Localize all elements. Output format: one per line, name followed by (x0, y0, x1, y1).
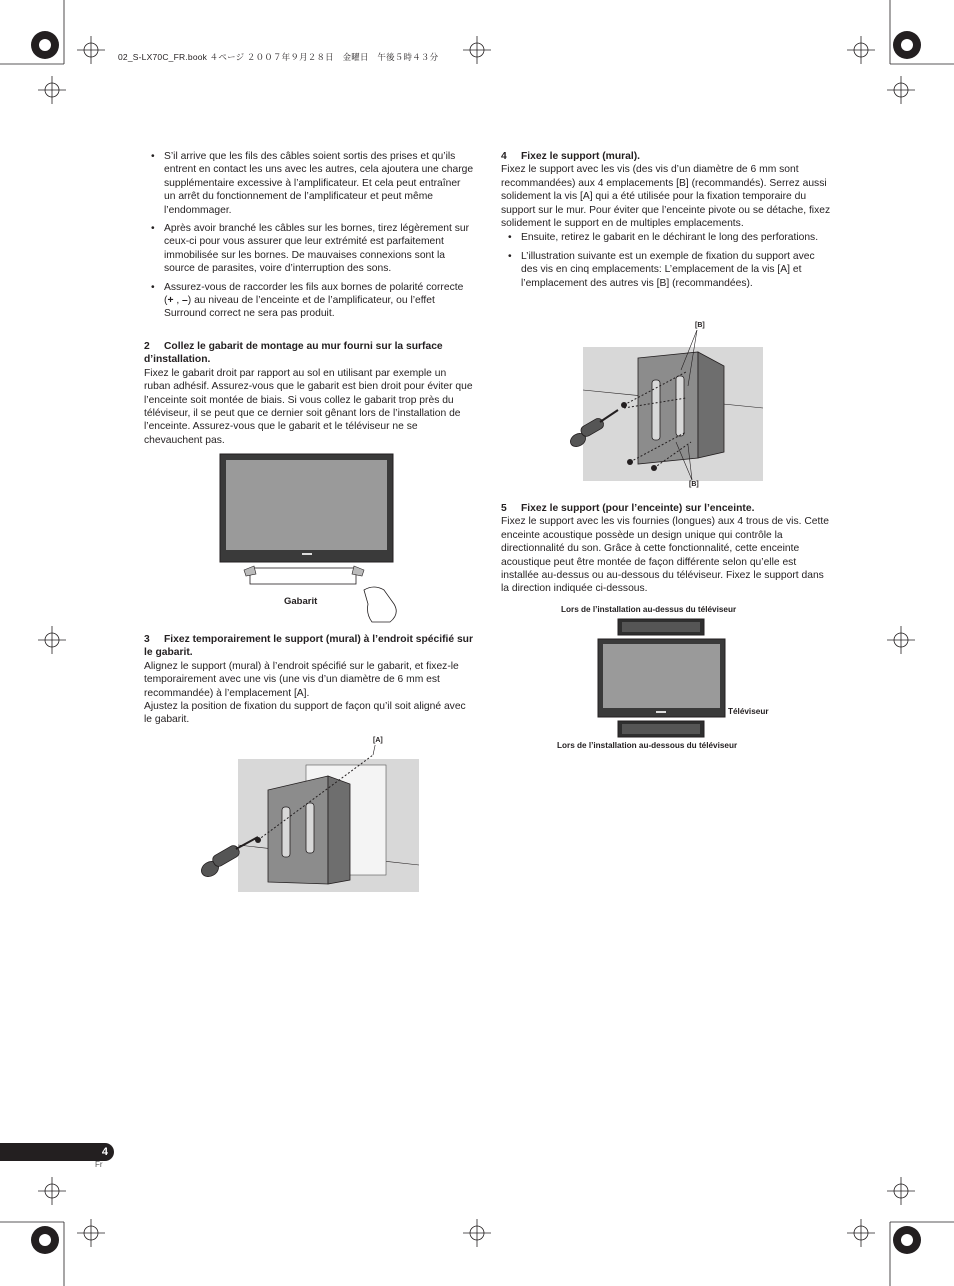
step4-heading (501, 150, 831, 163)
step4-number: 4 (501, 151, 507, 162)
step4-section (501, 150, 831, 295)
minus-symbol: – (182, 295, 188, 307)
step3-title: Fixez temporairement le support (mural) à l’endroit spécifié sur le gabarit. (144, 634, 473, 659)
wall-bracket (638, 352, 724, 464)
caption-tv: Téléviseur (728, 707, 769, 716)
screw-b-label-top: [B] (695, 322, 705, 329)
step5-body: Fixez le support avec les vis fournies (longues) aux 4 trous de vis. Cette enceinte acoustique possède un design unique qui contrôle la directionnalité du son. Grâce à cette fonctionnalité, cette enceinte acoustique peut être montée de façon différente selon qu’elle est installée au-dessus ou au-dessous du téléviseur. Fixez le support dans la direction indiquée ci-dessous. (501, 516, 829, 595)
screw-a-label: [A] (373, 737, 383, 744)
polarity-text-end: ) au niveau de l’enceinte et de l’amplificateur, ou l’effet Surround correct ne sera pas produit. (164, 295, 435, 320)
list-item: • Après avoir branché les câbles sur les bornes, tirez légèrement sur ceux-ci pour vous assurer que leur extrémité est parfaitement immobilisée sur les bornes. De mauvaises connexions sont la source de parasites, voire d’interruption des sons. (144, 222, 474, 276)
step2-section (144, 340, 474, 447)
step2-body: Fixez le gabarit droit par rapport au sol en utilisant par exemple un ruban adhésif. Assurez-vous que le gabarit est bien droit pour éviter que l’enceinte soit montée de biais. Si vous collez le gabarit trop près du téléviseur, il se peut que ce dernier soit gênant lors de l’installation de l’enceinte. Assurez-vous que le gabarit et le téléviseur ne se chevauchent pas. (144, 367, 473, 446)
step2-heading (144, 340, 474, 367)
plus-symbol: + (167, 295, 174, 307)
step4-body: Fixez le support avec les vis (des vis d’un diamètre de 6 mm sont recommandées) aux 4 emplacements [B] (recommandés). Serrez aussi solidement la vis [A] qui a été utilisée pour la fixation temporaire du support sur le mur. Pour éviter que l’enceinte pivote ou se détache, fixez solidement le support en de multiples emplacements. (501, 164, 831, 230)
bracket-temporary-figure (198, 745, 420, 895)
caption-above-tv: Lors de l’installation au-dessus du téléviseur (561, 605, 737, 614)
step3-heading (144, 633, 476, 660)
step5-section (501, 502, 833, 596)
speaker-placement-figure (596, 617, 736, 741)
polarity-separator: , (173, 295, 183, 307)
step5-title: Fixez le support (pour l’enceinte) sur l’enceinte. (521, 503, 755, 514)
step3-body: Alignez le support (mural) à l’endroit spécifié sur le gabarit, et fixez-le temporairement avec une vis (une vis d’un diamètre de 6 mm est recommandée) à l’emplacement [A]. (144, 660, 459, 699)
list-item (144, 281, 474, 321)
step4-notes (501, 231, 831, 290)
tv-screen (603, 644, 720, 708)
page-language: Fr (95, 1160, 103, 1169)
step2-title: Collez le gabarit de montage au mur fourni sur la surface d’installation. (144, 341, 443, 366)
screw-b-label-bottom: [B] (689, 481, 699, 488)
step5-number: 5 (501, 503, 507, 514)
file-info-header: 02_S-LX70C_FR.book ４ページ ２００７年９月２８日 金曜日 午後５時４３分 (118, 52, 439, 62)
step2-number: 2 (144, 341, 150, 352)
step4-title: Fixez le support (mural). (521, 151, 641, 162)
list-item: • Ensuite, retirez le gabarit en le déchirant le long des perforations. (501, 231, 831, 244)
hand-icon (364, 587, 396, 622)
step3-section (144, 633, 476, 727)
template-label: Gabarit (284, 596, 318, 607)
step3-note: Ajustez la position de fixation du support de façon qu’il soit aligné avec le gabarit. (144, 701, 466, 726)
caption-below-tv: Lors de l’installation au-dessous du téléviseur (557, 741, 738, 750)
list-item: • L’illustration suivante est un exemple de fixation du support avec des vis en cinq emplacements: L’emplacement de la vis [A] et l’emplacement des autres vis [B] (recommandées). (501, 250, 831, 290)
left-column (144, 150, 474, 326)
list-item: • S’il arrive que les fils des câbles soient sortis des prises et qu’ils entrent en contact les uns avec les autres, cela ajoutera une charge supplémentaire excessive à l’amplificateur. Et cela peut entraîner un arrêt du fonctionnement de l’amplificateur et peut même l’endommager. (144, 150, 474, 217)
step5-heading (501, 502, 833, 515)
page-number: 4 (101, 1146, 108, 1158)
step3-number: 3 (144, 634, 150, 645)
wall-bracket (268, 776, 350, 884)
template-sheet (250, 568, 356, 584)
bracket-fixing-figure (566, 330, 766, 490)
precaution-list (144, 150, 474, 321)
tv-screen (226, 460, 387, 550)
polarity-text-start: Assurez-vous de raccorder les fils aux bornes de polarité correcte ( (164, 281, 464, 307)
